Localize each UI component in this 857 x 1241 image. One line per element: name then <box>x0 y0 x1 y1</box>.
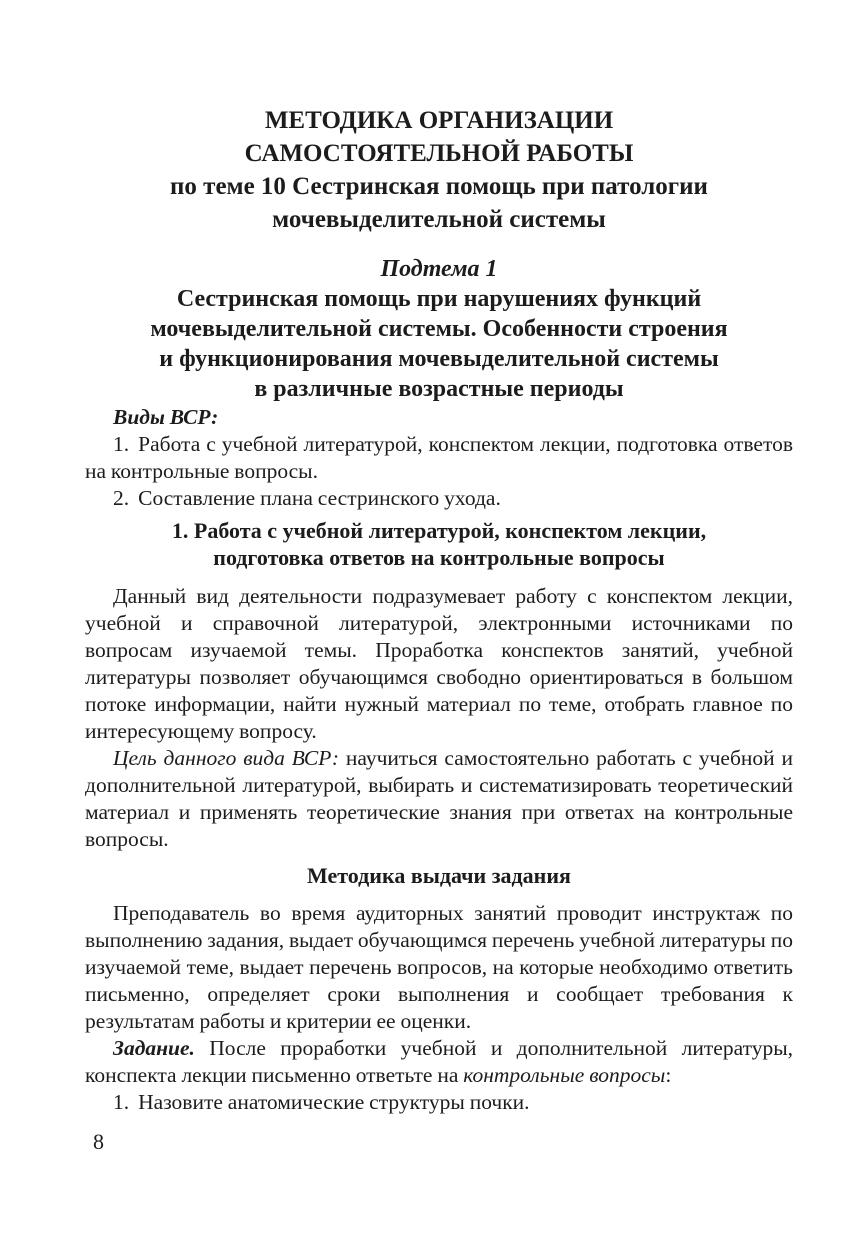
list-marker: 2. <box>113 486 130 510</box>
list-marker: 1. <box>113 1090 130 1114</box>
subtopic-title-line: Сестринская помощь при нарушениях функций <box>176 286 702 312</box>
list-item-text: Работа с учебной литературой, конспектом лекции, подготовка ответов на контрольные вопросы. <box>85 432 793 483</box>
goal-lead-text: Цель данного вида ВСР: <box>113 746 340 770</box>
section-heading-line: 1. Работа с учебной литературой, конспектом лекции, <box>171 518 707 543</box>
method-heading: Методика выдачи задания <box>307 863 571 888</box>
page-number: 8 <box>93 1129 104 1154</box>
paragraph-goal <box>85 745 793 853</box>
list-item-text: Составление плана сестринского ухода. <box>138 486 501 510</box>
vsr-list-item <box>85 485 793 512</box>
title-line: САМОСТОЯТЕЛЬНОЙ РАБОТЫ <box>244 140 634 167</box>
subtopic-title-line: в различные возрастные периоды <box>254 376 624 402</box>
title-line: МЕТОДИКА ОРГАНИЗАЦИИ <box>264 107 614 134</box>
title-line: мочевыделительной системы <box>272 206 606 233</box>
goal-rest-text: научиться самостоятельно работать с учебной и дополнительной литературой, выбирать и систематизировать теоретический материал и применять теоретические знания при ответах на контрольные вопросы. <box>85 746 793 851</box>
paragraph-activity: Данный вид деятельности подразумевает работу с конспектом лекции, учебной и справочной литературой, электронными источниками по вопросам изучаемой темы. Проработка конспектов занятий, учебной литературы позволяет обучающимся свободно ориентироваться в большом потоке информации, найти нужный материал по теме, отобрать главное по интересующему вопросу. <box>85 584 793 743</box>
section-heading-line: подготовка ответов на контрольные вопросы <box>213 545 665 570</box>
vsr-list-item <box>85 431 793 485</box>
task-emphasis-text: контрольные вопросы <box>463 1063 666 1087</box>
title-line: по теме 10 Сестринская помощь при патологии <box>170 173 708 200</box>
paragraph-instruction: Преподаватель во время аудиторных занятий проводит инструктаж по выполнению задания, выдает обучающимся перечень учебной литературы по изучаемой теме, выдает перечень вопросов, на которые необходимо ответить письменно, определяет сроки выполнения и сообщает требования к результатам работы и критерии ее оценки. <box>85 901 793 1033</box>
list-marker: 1. <box>113 432 130 456</box>
paragraph-task <box>85 1035 793 1089</box>
control-question-item <box>85 1089 793 1116</box>
list-item-text: Назовите анатомические структуры почки. <box>138 1090 530 1114</box>
task-mid-text: После проработки учебной и дополнительной литературы, конспекта лекции письменно ответьте на <box>85 1036 794 1087</box>
vsr-types-heading: Виды ВСР: <box>113 405 219 429</box>
task-colon: : <box>665 1063 672 1087</box>
subtopic-label: Подтема 1 <box>380 256 498 282</box>
subtopic-title <box>85 284 793 404</box>
task-lead-text: Задание. <box>113 1036 195 1060</box>
subtopic-title-line: и функционирования мочевыделительной системы <box>159 346 719 372</box>
subtopic-title-line: мочевыделительной системы. Особенности строения <box>150 316 728 342</box>
section-heading <box>85 517 793 571</box>
document-title <box>85 104 793 236</box>
